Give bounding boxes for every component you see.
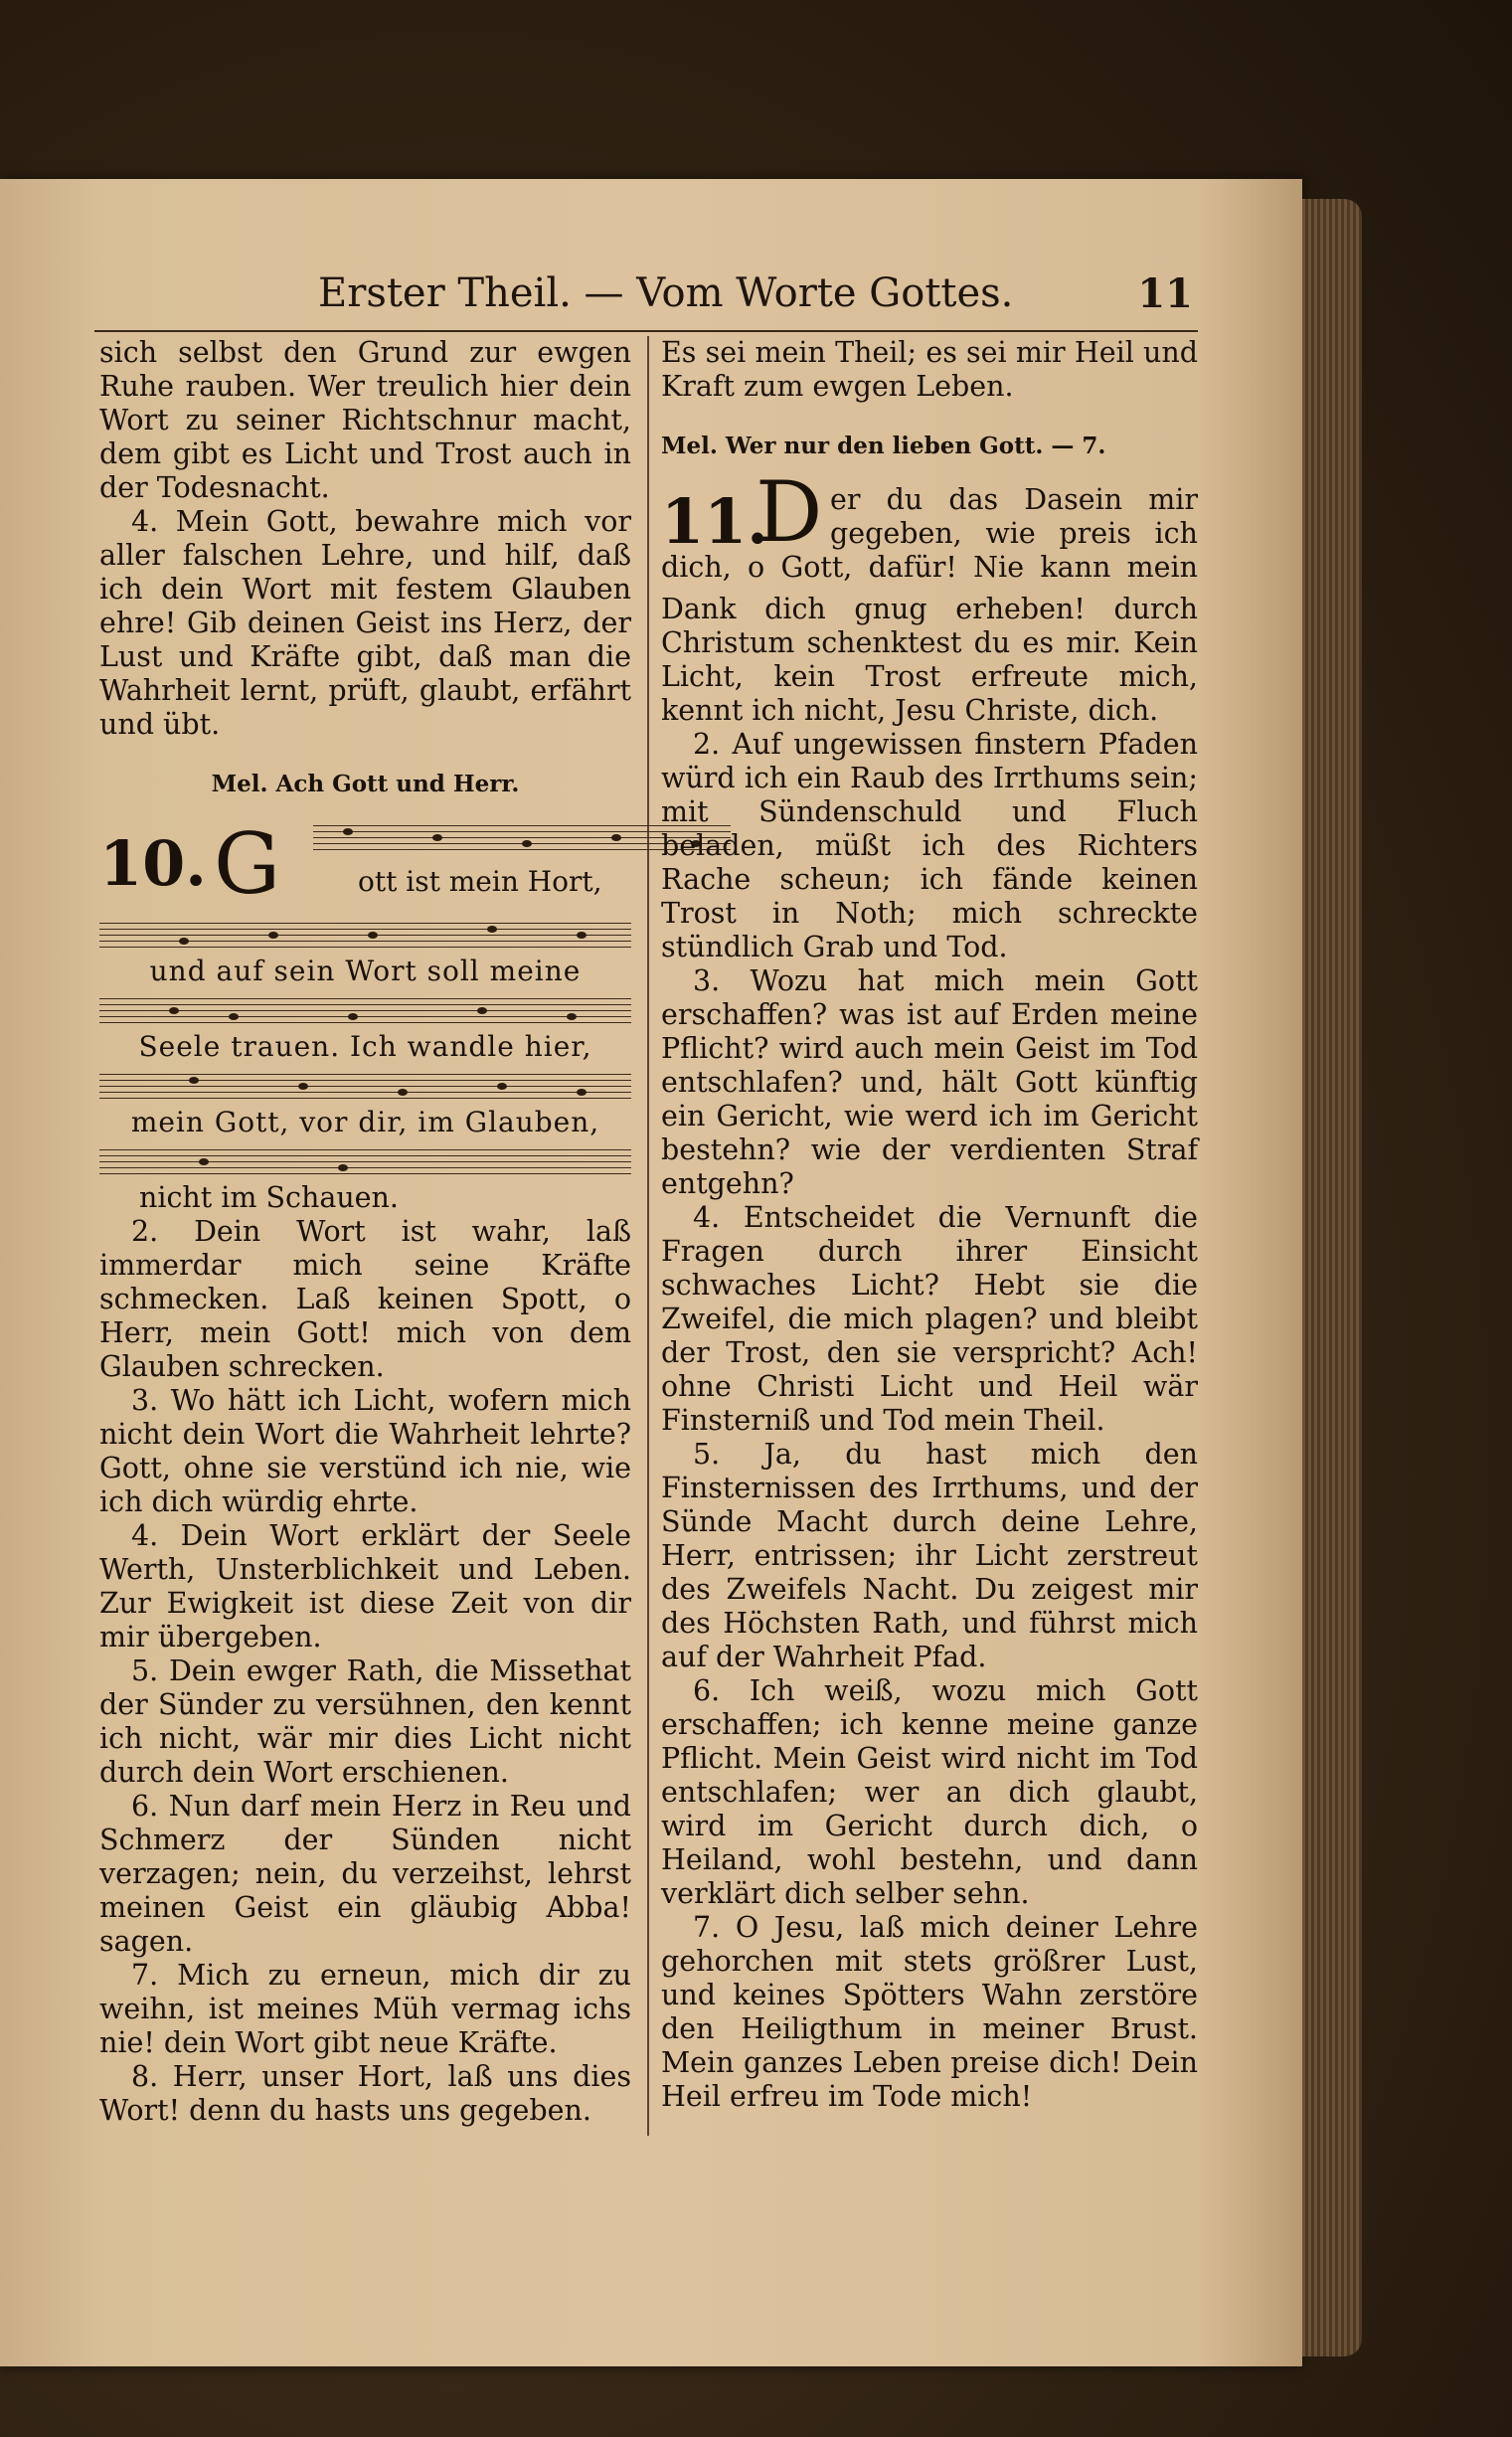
page-edge (1302, 199, 1362, 2356)
verse-4: 4. Mein Gott, bewahre mich vor aller falschen Lehre, und hilf, daß ich dein Wort mit festem Glauben ehre! Gib deinen Geist ins Herz, der Lust und Kräfte gibt, daß man die Wahrheit lernt, prüft, glaubt, erfährt und übt. (99, 505, 631, 741)
drop-cap: G (214, 815, 281, 913)
hymn-10-start (99, 815, 631, 913)
music-staff (99, 1145, 631, 1179)
verse: 2. Auf ungewissen finstern Pfaden würd ich ein Raub des Irrthums sein; mit Sündenschuld und Fluch beladen, müßt ich des Richters Rache scheun; ich fände keinen Trost in Noth; mich schreckte stündlich Grab und Tod. (661, 728, 1198, 963)
verse: 7. O Jesu, laß mich deiner Lehre gehorchen mit stets größrer Lust, und keines Spötters Wahn zerstöre den Heiligthum in meiner Brust. Mein ganzes Leben preise dich! Dein Heil erfreu im Tode mich! (661, 1911, 1198, 2113)
lyric-line-2: und auf sein Wort soll meine (149, 955, 582, 987)
drop-cap: D (756, 463, 823, 561)
first-line-3: dich, o Gott, dafür! Nie kann mein (661, 551, 1198, 584)
header-title: Erster Theil. — Vom Worte Gottes. (318, 270, 1014, 316)
verse: 4. Entscheidet die Vernunft die Fragen durch ihrer Einsicht schwaches Licht? Hebt sie die Zweifel, die mich plagen? und bleibt der Trost, den sie verspricht? Ach! ohne Christi Licht und Heil wär Finsterniß und Tod mein Theil. (661, 1201, 1198, 1437)
running-header (99, 270, 1193, 330)
continued-verse: Es sei mein Theil; es sei mir Heil und Kraft zum ewgen Leben. (661, 336, 1198, 403)
lyric-line-5: nicht im Schauen. (139, 1181, 399, 1214)
page-number: 11 (1137, 270, 1193, 317)
continued-verse: sich selbst den Grund zur ewgen Ruhe rauben. Wer treulich hier dein Wort zu seiner Richtschnur macht, dem gibt es Licht und Trost auch in der Todesnacht. (99, 336, 631, 504)
first-line-1: er du das Dasein mir (830, 483, 1198, 516)
music-staff (99, 919, 631, 953)
verse: 6. Nun darf mein Herz in Reu und Schmerz der Sünden nicht verzagen; nein, du verzeihst, lehrst meinen Geist ein gläubig Abba! sagen. (99, 1790, 631, 1958)
lyric-line-3: Seele trauen. Ich wandle hier, (138, 1030, 592, 1063)
verse: 4. Dein Wort erklärt der Seele Werth, Unsterblichkeit und Leben. Zur Ewigkeit ist diese Zeit von dir mir übergeben. (99, 1519, 631, 1654)
hymn-number: 11. (661, 485, 768, 558)
verse: 3. Wo hätt ich Licht, wofern mich nicht dein Wort die Wahrheit lehrte? Gott, ohne sie verstünd ich nie, wie ich dich würdig ehrte. (99, 1384, 631, 1518)
column-divider (647, 336, 649, 2136)
left-column (99, 336, 631, 2128)
music-staff (99, 1070, 631, 1104)
music-staff (99, 994, 631, 1028)
melody-line: Mel. Ach Gott und Herr. (211, 771, 520, 797)
verse: 8. Herr, unser Hort, laß uns dies Wort! denn du hasts uns gegeben. (99, 2060, 631, 2127)
verse: 5. Ja, du hast mich den Finsternissen des Irrthums, und der Sünde Macht durch deine Lehre, Herr, entrissen; ihr Licht zerstreut des Zweifels Nacht. Du zeigest mir des Höchsten Rath, und führst mich auf der Wahrheit Pfad. (661, 1438, 1198, 1673)
verse: 7. Mich zu erneun, mich dir zu weihn, ist meines Müh vermag ichs nie! dein Wort gibt neue Kräfte. (99, 1959, 631, 2059)
verse: 6. Ich weiß, wozu mich Gott erschaffen; ich kenne meine ganze Pflicht. Mein Geist wird nicht im Tod entschlafen; wer an dich glaubt, wird im Gericht durch dich, o Heiland, wohl bestehn, und dann verklärt dich selber sehn. (661, 1674, 1198, 1910)
verse-1-rest: Dank dich gnug erheben! durch Christum schenktest du es mir. Kein Licht, kein Trost erfreute mich, kennt ich nicht, Jesu Christe, dich. (661, 593, 1198, 727)
lyric-line-4: mein Gott, vor dir, im Glauben, (130, 1106, 600, 1138)
right-column (661, 336, 1198, 2114)
verse: 5. Dein ewger Rath, die Missethat der Sünder zu versühnen, den kennt ich nicht, wär mir dies Licht nicht durch dein Wort erschienen. (99, 1654, 631, 1789)
lyric-line-1: ott ist mein Hort, (358, 865, 602, 898)
melody-line: Mel. Wer nur den lieben Gott. — 7. (661, 433, 1106, 459)
verse: 3. Wozu hat mich mein Gott erschaffen? was ist auf Erden meine Pflicht? wird auch mein Geist im Tod entschlafen? und, hält Gott künftig ein Gericht, wie werd ich im Gericht bestehn? wie der verdienten Straf entgehn? (661, 964, 1198, 1200)
hymn-number: 10. (99, 827, 207, 900)
first-line-2: gegeben, wie preis ich (830, 517, 1198, 550)
verse: 2. Dein Wort ist wahr, laß immerdar mich seine Kräfte schmecken. Laß keinen Spott, o Herr, mein Gott! mich von dem Glauben schrecken. (99, 1215, 631, 1383)
hymn-11-start (661, 463, 1198, 593)
header-rule (94, 330, 1198, 332)
